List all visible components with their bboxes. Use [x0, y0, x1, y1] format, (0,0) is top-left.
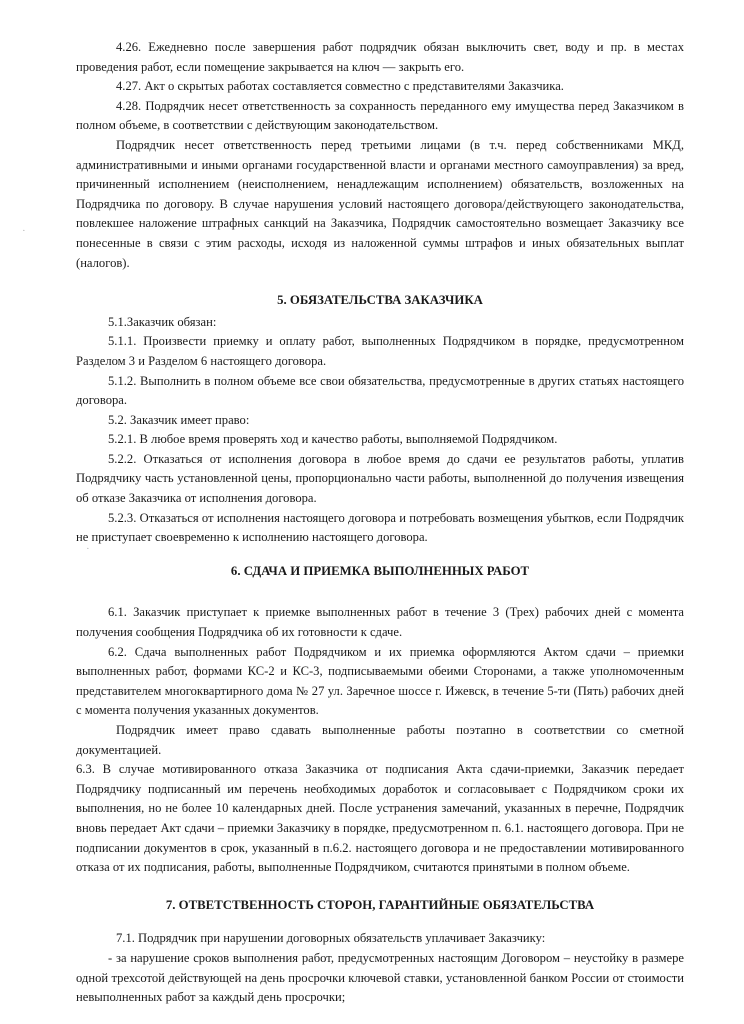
clause-7-1: 7.1. Подрядчик при нарушении договорных обязательств уплачивает Заказчику:	[116, 931, 546, 946]
third-party-liability-paragraph: Подрядчик несет ответственность перед третьими лицами (в т.ч. перед собственниками МКД, административными и иными органами государственной власти и органами местного самоуправления) за вред, причиненный исполнением (неисполнением, ненадлежащим исполнением) обязательств, возложенных на Подрядчика по договору. В случае нарушения условий настоящего договора/действующего законодательства, повлекшее наложение штрафных санкций на Заказчика, Подрядчик самостоятельно возмещает Заказчику все понесенные в связи с этим расходы, исходя из наложенной суммы штрафов и иных обязательных выплат (налогов).	[76, 137, 684, 270]
clause-5-2-2: 5.2.2. Отказаться от исполнения договора в любое время до сдачи ее результатов работы, уплатив Подрядчику часть установленной цены, пропорционально части работы, выполненной до получения извещения об отказе Заказчика от исполнения договора.	[76, 451, 684, 506]
clause-5-1: 5.1.Заказчик обязан:	[108, 314, 217, 329]
scan-speck: ·	[86, 543, 90, 555]
section-5-heading: 5. ОБЯЗАТЕЛЬСТВА ЗАКАЗЧИКА	[277, 293, 483, 308]
clause-5-2-3: 5.2.3. Отказаться от исполнения настоящего договора и потребовать возмещения убытков, если Подрядчик не приступает своевременно к исполнению настоящего договора.	[76, 510, 684, 545]
clause-5-1-1: 5.1.1. Произвести приемку и оплату работ, выполненных Подрядчиком в порядке, предусмотренном Разделом 3 и Разделом 6 настоящего договора.	[76, 334, 684, 368]
clause-4-27: 4.27. Акт о скрытых работах составляется совместно с представителями Заказчика.	[116, 79, 564, 94]
clause-4-26: 4.26. Ежедневно после завершения работ подрядчик обязан выключить свет, воду и пр. в местах проведения работ, если помещение закрывается на ключ — закрыть его.	[76, 40, 684, 74]
clause-6-3: 6.3. В случае мотивированного отказа Заказчика от подписания Акта сдачи-приемки, Заказчик передает Подрядчику подписанный им перечень необходимых доработок и согласовывает с Подрядчиком сроки их выполнения, но не более 10 календарных дней. После устранения замечаний, указанных в перечне, Подрядчик вновь передает Акт сдачи – приемки Заказчику в порядке, предусмотренном п. 6.1. настоящего договора. При не подписании документов в срок, указанный в п.6.2. настоящего договора и не предоставлении мотивированного отказа от их подписания, работы, выполненные Подрядчиком, считаются принятыми в полном объеме.	[76, 762, 684, 875]
penalty-paragraph: - за нарушение сроков выполнения работ, предусмотренных настоящим Договором – неустойку в размере одной трехсотой действующей на день просрочки ключевой ставки, установленной банком России от стоимости невыполненных работ за каждый день просрочки;	[76, 950, 684, 1005]
clause-5-2: 5.2. Заказчик имеет право:	[108, 412, 250, 427]
clause-5-2-1: 5.2.1. В любое время проверять ход и качество работы, выполняемой Подрядчиком.	[108, 432, 558, 447]
section-7-heading: 7. ОТВЕТСТВЕННОСТЬ СТОРОН, ГАРАНТИЙНЫЕ ОБЯЗАТЕЛЬСТВА	[165, 897, 595, 912]
clause-6-1: 6.1. Заказчик приступает к приемке выполненных работ в течение 3 (Трех) рабочих дней с момента получения сообщения Подрядчика об их готовности к сдаче.	[76, 605, 684, 640]
section-6-heading: 6. СДАЧА И ПРИЕМКА ВЫПОЛНЕННЫХ РАБОТ	[230, 563, 530, 578]
clause-4-28: 4.28. Подрядчик несет ответственность за сохранность переданного ему имущества перед Заказчиком в полном объеме, в соответствии с действующим законодательством.	[76, 98, 684, 133]
staged-delivery-paragraph: Подрядчик имеет право сдавать выполненные работы поэтапно в соответствии со сметной документацией.	[76, 723, 684, 757]
scan-speck: ·	[22, 225, 26, 237]
clause-5-1-2: 5.1.2. Выполнить в полном объеме все свои обязательства, предусмотренные в других статьях настоящего договора.	[76, 373, 684, 408]
clause-6-2: 6.2. Сдача выполненных работ Подрядчиком и их приемка оформляются Актом сдачи – приемки выполненных работ, формами КС-2 и КС-3, подписываемыми обеими Сторонами, а также уполномоченным представителем многоквартирного дома № 27 ул. Заречное шоссе г. Ижевск, в течение 5-ти (Пять) рабочих дней с момента получения указанных документов.	[76, 644, 684, 718]
